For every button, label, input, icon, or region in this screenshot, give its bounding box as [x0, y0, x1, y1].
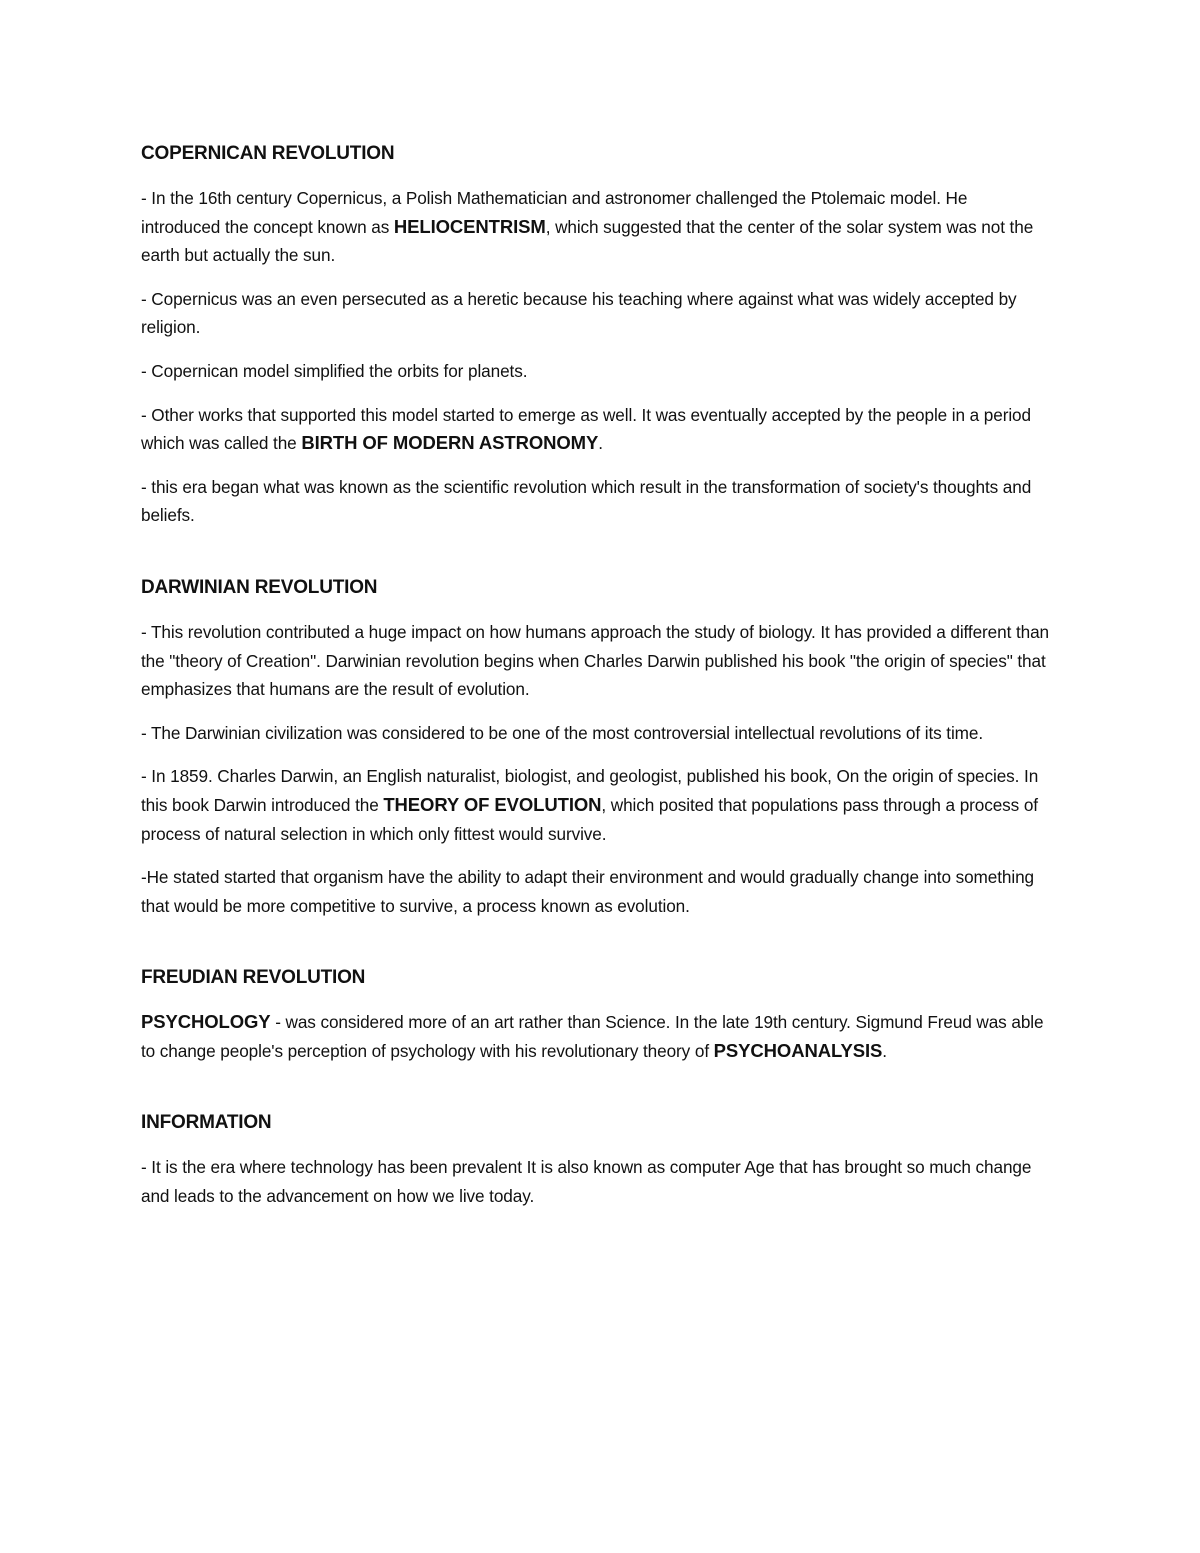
paragraph: - Copernican model simplified the orbits for planets.: [141, 360, 528, 381]
paragraph: - Copernicus was an even persecuted as a heretic because his teaching where against what was widely accepted by religion.: [141, 288, 1017, 338]
paragraph-text: - In 1859. Charles Darwin, an English naturalist, biologist, and geologist, published his book, On the origin of species. In this book Darwin introduced the: [141, 766, 1039, 815]
section-darwinian: [141, 574, 1051, 920]
paragraph-text: , which posited that populations pass through a process of process of natural selection in which only fittest would survive.: [141, 794, 1038, 844]
key-term: BIRTH OF MODERN ASTRONOMY: [301, 432, 599, 454]
paragraph: [141, 401, 1051, 458]
key-term: PSYCHOLOGY: [141, 1011, 271, 1033]
paragraph-text: - Other works that supported this model started to emerge as well. It was eventually accepted by the people in a period which was called the: [141, 404, 1031, 454]
section-freudian: [141, 964, 1051, 1065]
paragraph: - This revolution contributed a huge impact on how humans approach the study of biology. It has provided a different than the "theory of Creation". Darwinian revolution begins when Charles Darwin published his book "the origin of species" that emphasizes that humans are the result of evolution.: [141, 621, 1050, 700]
section-information: [141, 1109, 1051, 1210]
section-heading: DARWINIAN REVOLUTION: [141, 576, 378, 598]
paragraph-text: .: [598, 433, 603, 454]
paragraph: - this era began what was known as the scientific revolution which result in the transformation of society's thoughts and beliefs.: [141, 476, 1032, 526]
paragraph: [141, 1008, 1051, 1065]
paragraph: - It is the era where technology has been prevalent It is also known as computer Age that has brought so much change and leads to the advancement on how we live today.: [141, 1157, 1032, 1207]
paragraph: [141, 184, 1051, 270]
paragraph-text: - In the 16th century Copernicus, a Polish Mathematician and astronomer challenged the Ptolemaic model. He introduced the concept known as: [141, 188, 968, 237]
section-heading: INFORMATION: [141, 1112, 272, 1134]
section-heading: FREUDIAN REVOLUTION: [141, 967, 366, 989]
paragraph-text: , which suggested that the center of the solar system was not the earth but actually the sun.: [141, 216, 1034, 266]
key-term: THEORY OF EVOLUTION: [383, 793, 602, 815]
section-heading: COPERNICAN REVOLUTION: [141, 143, 395, 164]
key-term: PSYCHOANALYSIS: [713, 1039, 883, 1061]
paragraph: [141, 762, 1051, 848]
paragraph-text: - was considered more of an art rather than Science. In the late 19th century. Sigmund Freud was able to change people's perception of psychology with his revolutionary theory of: [141, 1012, 1044, 1061]
section-copernican: [141, 140, 1051, 530]
paragraph: - The Darwinian civilization was considered to be one of the most controversial intellectual revolutions of its time.: [141, 722, 984, 743]
key-term: HELIOCENTRISM: [393, 215, 546, 237]
paragraph-text: .: [882, 1040, 887, 1061]
document-page: [141, 140, 1051, 1211]
paragraph: -He stated started that organism have the ability to adapt their environment and would gradually change into something that would be more competitive to survive, a process known as evolution.: [141, 867, 1034, 916]
